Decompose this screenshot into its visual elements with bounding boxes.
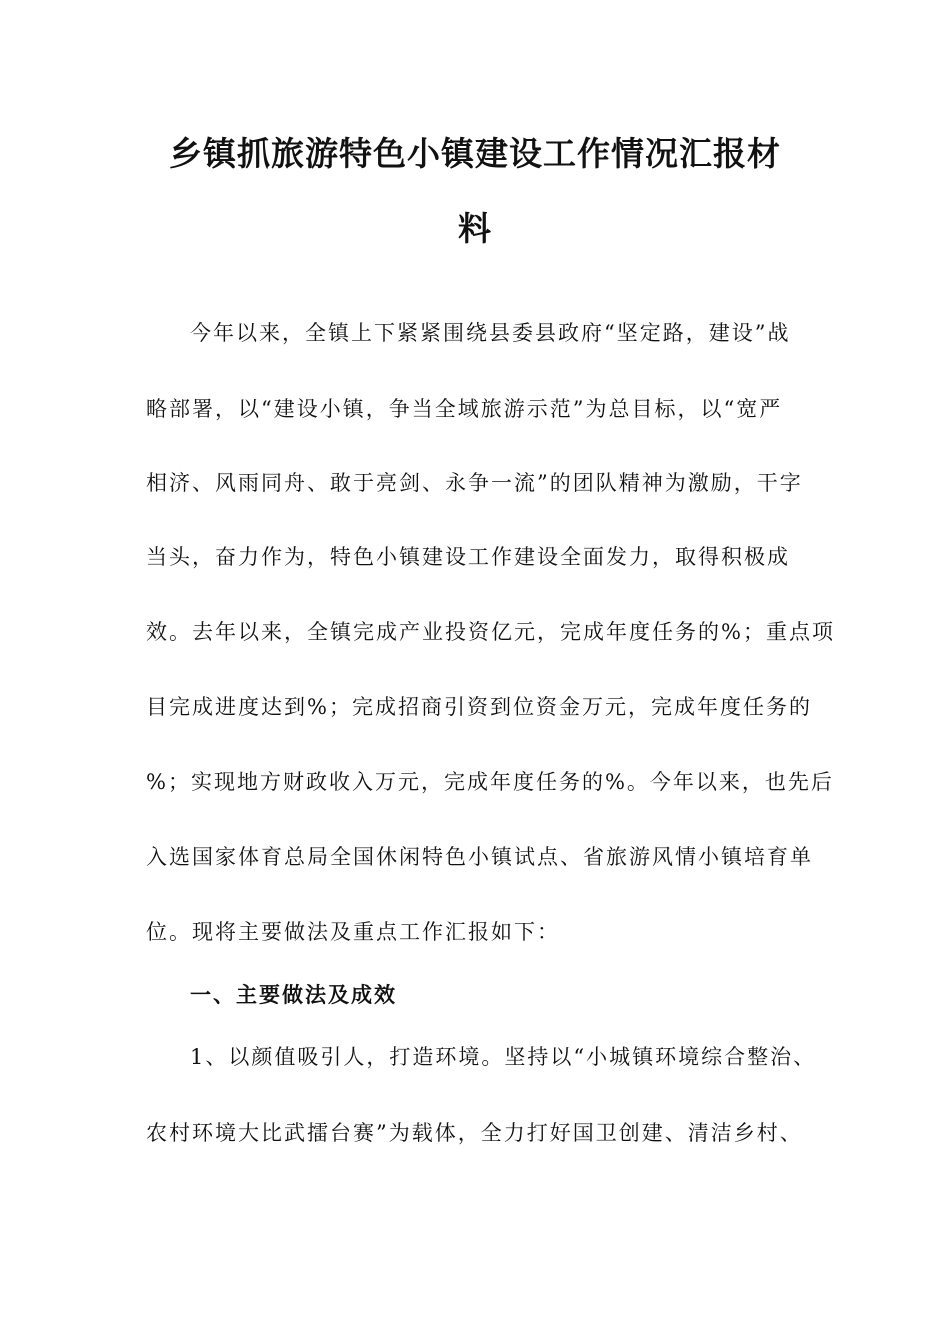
paragraph-line: %；实现地方财政收入万元，完成年度任务的%。今年以来，也先后: [146, 770, 834, 794]
paragraph-line: 入选国家体育总局全国休闲特色小镇试点、省旅游风情小镇培育单: [146, 845, 813, 869]
section-heading: 一、主要做法及成效: [190, 983, 397, 1007]
paragraph-line: 目完成进度达到%；完成招商引资到位资金万元，完成年度任务的: [146, 695, 812, 719]
paragraph-line: 农村环境大比武擂台赛”为载体，全力打好国卫创建、清洁乡村、: [146, 1121, 803, 1145]
paragraph-line: 略部署，以“建设小镇，争当全域旅游示范”为总目标，以“宽严: [146, 397, 783, 421]
paragraph-line: 相济、风雨同舟、敢于亮剑、永争一流”的团队精神为激励，干字: [146, 471, 803, 495]
paragraph-line: 当头，奋力作为，特色小镇建设工作建设全面发力，取得积极成: [146, 545, 790, 569]
paragraph-line: 位。现将主要做法及重点工作汇报如下：: [146, 920, 560, 944]
document-title-line-1: 乡镇抓旅游特色小镇建设工作情况汇报材: [169, 134, 781, 173]
paragraph-line: 今年以来，全镇上下紧紧围绕县委县政府“坚定路，建设”战: [190, 321, 791, 345]
paragraph-line: 1、以颜值吸引人，打造环境。坚持以“小城镇环境综合整治、: [190, 1045, 817, 1069]
paragraph-line: 效。去年以来，全镇完成产业投资亿元，完成年度任务的%；重点项: [146, 620, 835, 644]
document-title-line-2: 料: [458, 209, 492, 248]
